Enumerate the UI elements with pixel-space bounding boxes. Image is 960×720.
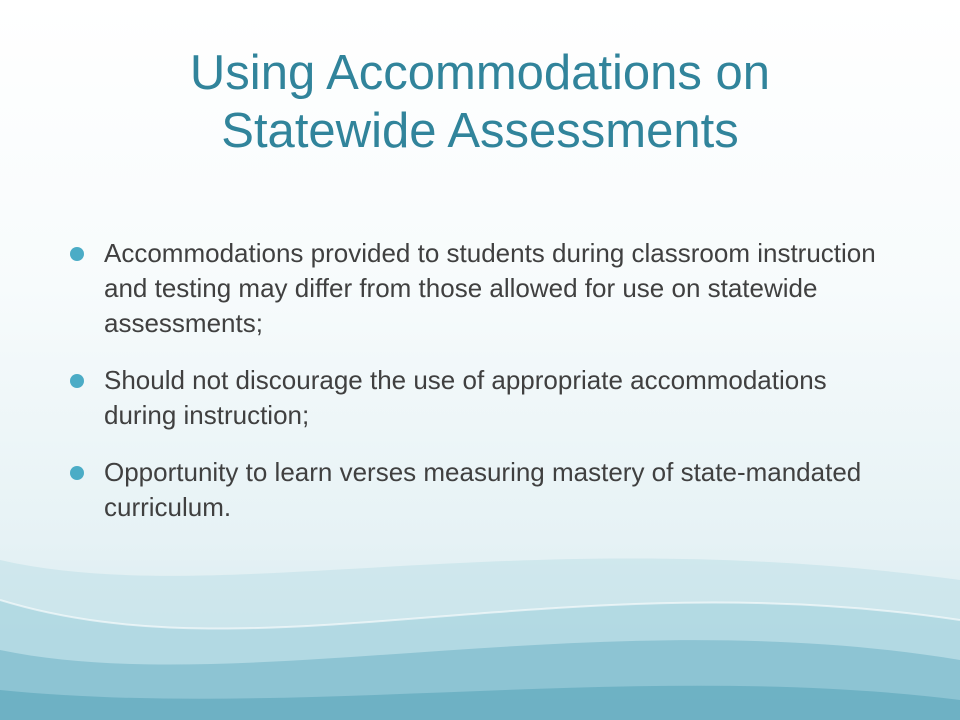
bullet-dot-icon	[70, 374, 84, 388]
bullet-dot-icon	[70, 247, 84, 261]
bullet-item	[70, 236, 900, 341]
bullet-text: Opportunity to learn verses measuring mastery of state-mandated curriculum.	[104, 457, 862, 522]
bullet-item	[70, 455, 900, 525]
bullet-text: Accommodations provided to students during classroom instruction and testing may differ from those allowed for use on statewide assessments;	[104, 238, 876, 338]
slide-title	[60, 44, 900, 160]
bullet-list	[70, 236, 900, 547]
title-line-2: Statewide Assessments	[221, 104, 739, 158]
title-line-1: Using Accommodations on	[189, 46, 771, 100]
bullet-dot-icon	[70, 466, 84, 480]
bullet-item	[70, 363, 900, 433]
bullet-text: Should not discourage the use of appropriate accommodations during instruction;	[104, 365, 827, 430]
